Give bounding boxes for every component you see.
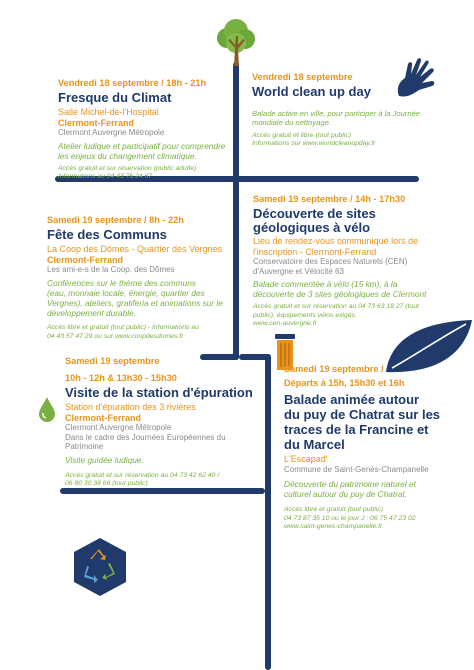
event-place: L'Escapad' — [284, 454, 328, 464]
event-title: Fresque du Climat — [58, 90, 172, 105]
event-fete-des-communs — [47, 215, 229, 341]
event-city: Clermont-Ferrand — [65, 412, 142, 423]
event-info: Accès gratuit et sur réservation (public adulte) Informations au 04 43 76 24 67 — [58, 164, 197, 181]
event-date: Samedi 19 septembre / 14h - 17h30 — [253, 194, 406, 204]
event-organizer: Clermont Auvergne Métropole Dans le cadre des Journées Européennes du Patrimoine — [65, 423, 226, 451]
event-date: Vendredi 18 septembre / 18h - 21h — [58, 78, 207, 88]
event-date: Samedi 19 septembre / Départs à 15h, 15h30 et 16h — [284, 364, 405, 388]
event-title: Balade animée autour du puy de Chatrat sur les traces de la Francine et du Marcel — [284, 392, 441, 452]
event-date: Samedi 19 septembre / 8h - 22h — [47, 215, 184, 225]
event-organizer: Clermont Auvergne Métropole — [58, 128, 165, 137]
event-title: Visite de la station d'épuration — [65, 385, 253, 400]
timeline-trunk-bottom — [265, 354, 271, 670]
event-info: Accès libre et gratuit (tout public) 04 73 87 35 10 ou le jour J : 06 75 47 23 02 www.saint-genes-champanelle.fr — [284, 506, 416, 531]
event-title: World clean up day — [252, 84, 371, 99]
event-fresque-du-climat — [58, 78, 230, 182]
event-place: Station d'épuration des 3 rivières — [65, 402, 196, 412]
event-organizer: Conservatoire des Espaces Naturels (CEN) d'Auvergne et Vélocité 63 — [253, 257, 408, 276]
event-place: Lieu de rendez-vous communiqué lors de l'inscription - Clermont-Ferrand — [253, 236, 419, 257]
event-organizer: Les ami-e-s de la Coop. des Dômes — [47, 265, 175, 274]
event-description: Balade commentée à vélo (15 km), à la découverte de 3 sites géologiques de Clermont — [253, 279, 427, 300]
event-description: Conférences sur le thème des communs (eau, monnaie locale, énergie, quartier des Vergnes), ateliers, gratiferia et animations sur le développement durable. — [47, 277, 223, 319]
event-description: Découverte du patrimoine naturel et culturel autour du puy de Chatrat. — [284, 479, 416, 500]
event-date: Vendredi 18 septembre — [252, 72, 353, 82]
water-drop-icon — [38, 396, 56, 422]
event-description: Visite guidée ludique. — [65, 454, 144, 465]
event-info: Accès gratuit et sur réservation au 04 73 42 62 40 / 06 80 30 38 66 (tout public) — [65, 471, 220, 488]
timeline-branch-2 — [233, 176, 419, 182]
event-city: Clermont-Ferrand — [58, 117, 135, 128]
event-city: Clermont-Ferrand — [47, 254, 124, 265]
event-date: Samedi 19 septembre 10h - 12h & 13h30 - 15h30 — [65, 356, 177, 383]
event-info: Accès gratuit et sur réservation au 04 73 63 18 27 (tout public), équipements vélos exigés. www.cen-auvergne.fr — [253, 303, 419, 328]
event-organizer: Commune de Saint-Genès-Champanelle — [284, 464, 429, 474]
timeline-trunk-top — [233, 62, 239, 182]
event-info: Accès gratuit et libre (tout public) Informations sur www.worldcleanupday.fr — [252, 131, 376, 148]
event-description: Atelier ludique et participatif pour comprendre les enjeux du changement climatique. — [58, 140, 226, 161]
recycle-icon — [72, 537, 128, 597]
event-title: Découverte de sites géologiques à vélo — [253, 206, 376, 235]
tree-icon — [214, 18, 258, 66]
event-info: Accès libre et gratuit (tout public) - Informations au 04 43 57 47 29 ou sur www.coopdesdomes.fr — [47, 324, 199, 340]
event-description: Balade active en ville, pour participer à la Journée mondiale du nettoyage. — [252, 109, 421, 128]
event-world-clean-up-day — [252, 72, 421, 149]
event-place: La Coop des Dômes - Quartier des Vergnes — [47, 244, 223, 254]
timeline-branch-5 — [60, 488, 265, 494]
timeline-trunk-mid — [233, 176, 239, 360]
event-title: Fête des Communs — [47, 227, 167, 242]
event-visite-station-epuration — [65, 356, 261, 489]
hand-icon — [393, 56, 441, 102]
event-place: Salle Michel-de-l'Hospital — [58, 107, 159, 117]
event-decouverte-sites-geologiques — [253, 194, 463, 329]
event-balade-puy-de-chatrat — [284, 364, 464, 532]
